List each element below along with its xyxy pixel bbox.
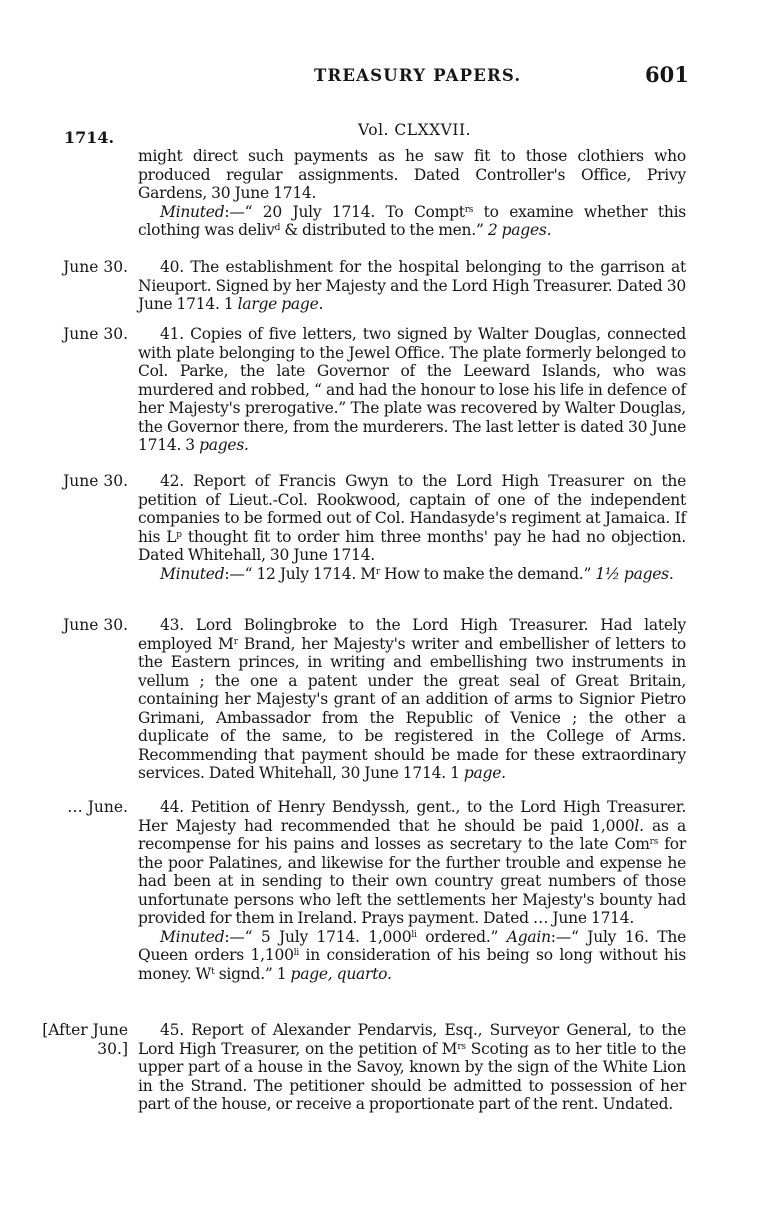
page-count: 2 pages. (487, 221, 552, 239)
entry-text (138, 472, 686, 565)
minute-run: signd.” 1 (214, 964, 291, 983)
minute-run: :—“ 5 July 1714. 1,000 (224, 927, 412, 946)
superscript: t (211, 966, 215, 977)
entry-text-run: Lord Bolingbroke to the Lord High Treasurer. Had lately employed M (138, 616, 686, 653)
entry-body (138, 1021, 686, 1114)
page-count: page, quarto. (290, 964, 392, 983)
entry-number: 41. (160, 325, 184, 343)
minute-label: Minuted (160, 564, 225, 583)
minute-run: to examine whether this clothing was deliv (138, 202, 687, 239)
entry-date: June 30. (63, 616, 128, 634)
entry-date: June 30. (63, 258, 128, 276)
entry-body (138, 147, 686, 240)
entry-text (138, 616, 686, 783)
entry-date: [After June 30.] (42, 1021, 128, 1058)
entry-body (138, 616, 686, 783)
superscript: p (176, 529, 182, 540)
entry-text (138, 147, 686, 203)
page-number: 601 (645, 62, 689, 87)
page-count: large page. (237, 295, 324, 313)
entry-body (138, 258, 686, 314)
entry-date: June 30. (63, 325, 128, 343)
minute-text (138, 203, 686, 240)
entry-text-run: Scoting as to her title to the upper part of a house in the Savoy, known by the sign of the White Lion in the Strand. The petitioner should be admitted to possession of her part of the house, or receive a proportionate part of the rent. Undated. (138, 1039, 686, 1113)
volume-heading: Vol. CLXXVII. (358, 121, 472, 139)
minute-run: & distributed to the men.” (280, 221, 488, 239)
superscript: r (233, 636, 238, 647)
page-count: 1½ pages. (595, 564, 674, 583)
minute-label: Minuted (160, 927, 225, 946)
entry-text-run: might direct such payments as he saw fit to those clothiers who produced regular assignments. Dated Controller's Office, Privy Gardens, 30 June 1714. (138, 147, 686, 202)
currency-mark: l. (634, 816, 644, 835)
entry-text-run: for the poor Palatines, and likewise for the further trouble and expense he had been at in sending to their own country great numbers of those unfortunate persons who left the settlements her Majesty's bounty had provided for them in Ireland. Prays payment. Dated … June 1714. (138, 835, 686, 927)
minute-run: ordered.” (416, 927, 507, 946)
minute-label: Minuted (160, 202, 225, 221)
minute-run: :—“ July 16. The Queen orders 1,100 (138, 927, 686, 964)
entry-text-run: Petition of Henry Bendyssh, gent., to the Lord High Treasurer. Her Majesty had recommended that he should be paid 1,000 (138, 798, 686, 835)
entry-text-run: Report of Francis Gwyn to the Lord High Treasurer on the petition of Lieut.-Col. Rookwood, captain of one of the independent companies to be formed out of Col. Handasyde's regiment at Jamaica. If his L (138, 472, 686, 546)
entry-text (138, 798, 686, 928)
entry-number: 40. (160, 258, 184, 276)
entry-body (138, 798, 686, 983)
entry-text (138, 1021, 686, 1114)
page-count: pages. (199, 436, 249, 454)
entry-number: 45. (160, 1021, 184, 1039)
minute-text (138, 928, 686, 984)
minute-text (138, 565, 686, 584)
entry-text-run: The establishment for the hospital belonging to the garrison at Nieuport. Signed by her Majesty and the Lord High Treasurer. Dated 30 June 1714. 1 (138, 258, 686, 313)
entry-text-run: as a recompense for his pains and losses as secretary to the late Com (138, 816, 686, 853)
superscript: li (293, 948, 299, 958)
entry-body (138, 472, 686, 583)
running-title: TREASURY PAPERS. (314, 66, 522, 85)
year-marginal: 1714. (64, 128, 115, 147)
entry-text-run: Brand, her Majesty's writer and embellisher of letters to the Eastern princes, in writing and embellishing two instruments in vellum ; the one a patent under the great seal of Great Britain, containing her Majesty's grant of an addition of arms to Signior Pietro Grimani, Ambassador from the Republic of Venice ; the other a duplicate of the same, to be registered in the College of Arms. Recommending that payment should be made for these extraordinary services. Dated Whitehall, 30 June 1714. 1 (138, 634, 686, 782)
entry-text-run: thought fit to order him three months' pay he had no objection. Dated Whitehall, 30 June 1714. (138, 527, 686, 564)
minute-run: How to make the demand.” (379, 564, 596, 583)
running-head (0, 62, 770, 92)
superscript: rs (464, 204, 474, 215)
entry-number: 42. (160, 472, 184, 490)
entry-date: … June. (67, 798, 128, 816)
minute-run: :—“ 12 July 1714. M (224, 564, 376, 583)
superscript: rs (457, 1041, 466, 1052)
minute-run: :—“ 20 July 1714. To Compt (224, 202, 465, 221)
again-label: Again (506, 927, 551, 946)
entry-text (138, 258, 686, 314)
entry-text-run: Copies of five letters, two signed by Walter Douglas, connected with plate belonging to the Jewel Office. The plate formerly belonged to Col. Parke, the late Governor of the Leeward Islands, who was murdered and robbed, “ and had the honour to lose his life in defence of her Majesty's prerogative.” The plate was recovered by Walter Douglas, the Governor there, from the murderers. The last letter is dated 30 June 1714. 3 (138, 325, 686, 454)
entry-text-run: Report of Alexander Pendarvis, Esq., Surveyor General, to the Lord High Treasurer, on the petition of M (138, 1021, 686, 1058)
superscript: li (411, 929, 417, 940)
superscript: rs (649, 837, 659, 847)
page-count: page. (463, 764, 506, 782)
entry-body (138, 325, 686, 455)
entry-number: 43. (160, 616, 184, 634)
minute-run: in consideration of his being so long without his money. W (138, 946, 686, 983)
superscript: r (375, 566, 380, 577)
entry-number: 44. (160, 798, 184, 816)
entry-text (138, 325, 686, 455)
entry-date: June 30. (63, 472, 128, 490)
superscript: d (274, 223, 281, 233)
